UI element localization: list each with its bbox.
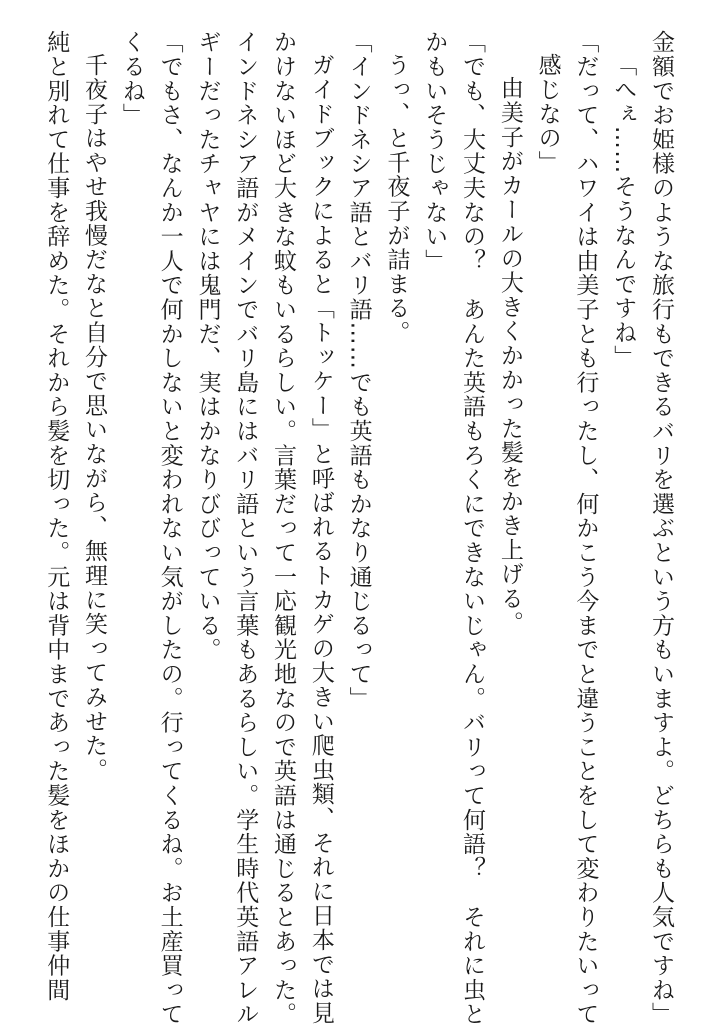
text-line: 「だって、ハワイは由美子とも行ったし、何かこう今までと違うことをして変わりたいって [572,30,599,1026]
text-line: うっ、と千夜子が詰まる。 [383,53,410,345]
text-line: 純と別れて仕事を辞めた。それから髪を切った。元は背中まであった髪をほかの仕事仲間 [43,30,70,1002]
text-line: ギーだったチャヤには鬼門だ、実はかなりびびっている。 [194,30,221,662]
text-line: 金額でお姫様のような旅行もできるバリを選ぶという方もいますよ。どちらも人気ですね」 [648,30,674,1026]
text-line: 「でもさ、なんか一人で何かしないと変われない気がしたの。行ってくるね。お土産買って [156,30,183,1026]
text-line: 千夜子はやせ我慢だなと自分で思いながら、無理に笑ってみせた。 [81,53,108,782]
text-line: かけないほど大きな蚊もいるらしい。言葉だって一応観光地なので英語は通じるとあった。 [270,30,297,1026]
text-line: 由美子がカールの大きくかかった髪をかき上げる。 [496,76,523,635]
text-line: 「インドネシア語とバリ語……でも英語もかなり通じるって」 [345,30,372,711]
text-line: 「へぇ……そうなんですね」 [610,53,637,369]
text-line: かもいそうじゃない」 [421,30,448,273]
text-line: 「でも、大丈夫なの？ あんた英語もろくにできないじゃん。バリって何語？ それに虫と [459,30,486,1026]
text-line: 感じなの」 [534,53,561,175]
text-line: インドネシア語がメインでバリ島にはバリ語という言葉もあるらしい。学生時代英語アレル [232,30,259,1026]
text-line: くるね」 [118,30,145,128]
text-line: ガイドブックによると「トッケー」と呼ばれるトカゲの大きい爬虫類、それに日本では見 [307,53,334,1025]
